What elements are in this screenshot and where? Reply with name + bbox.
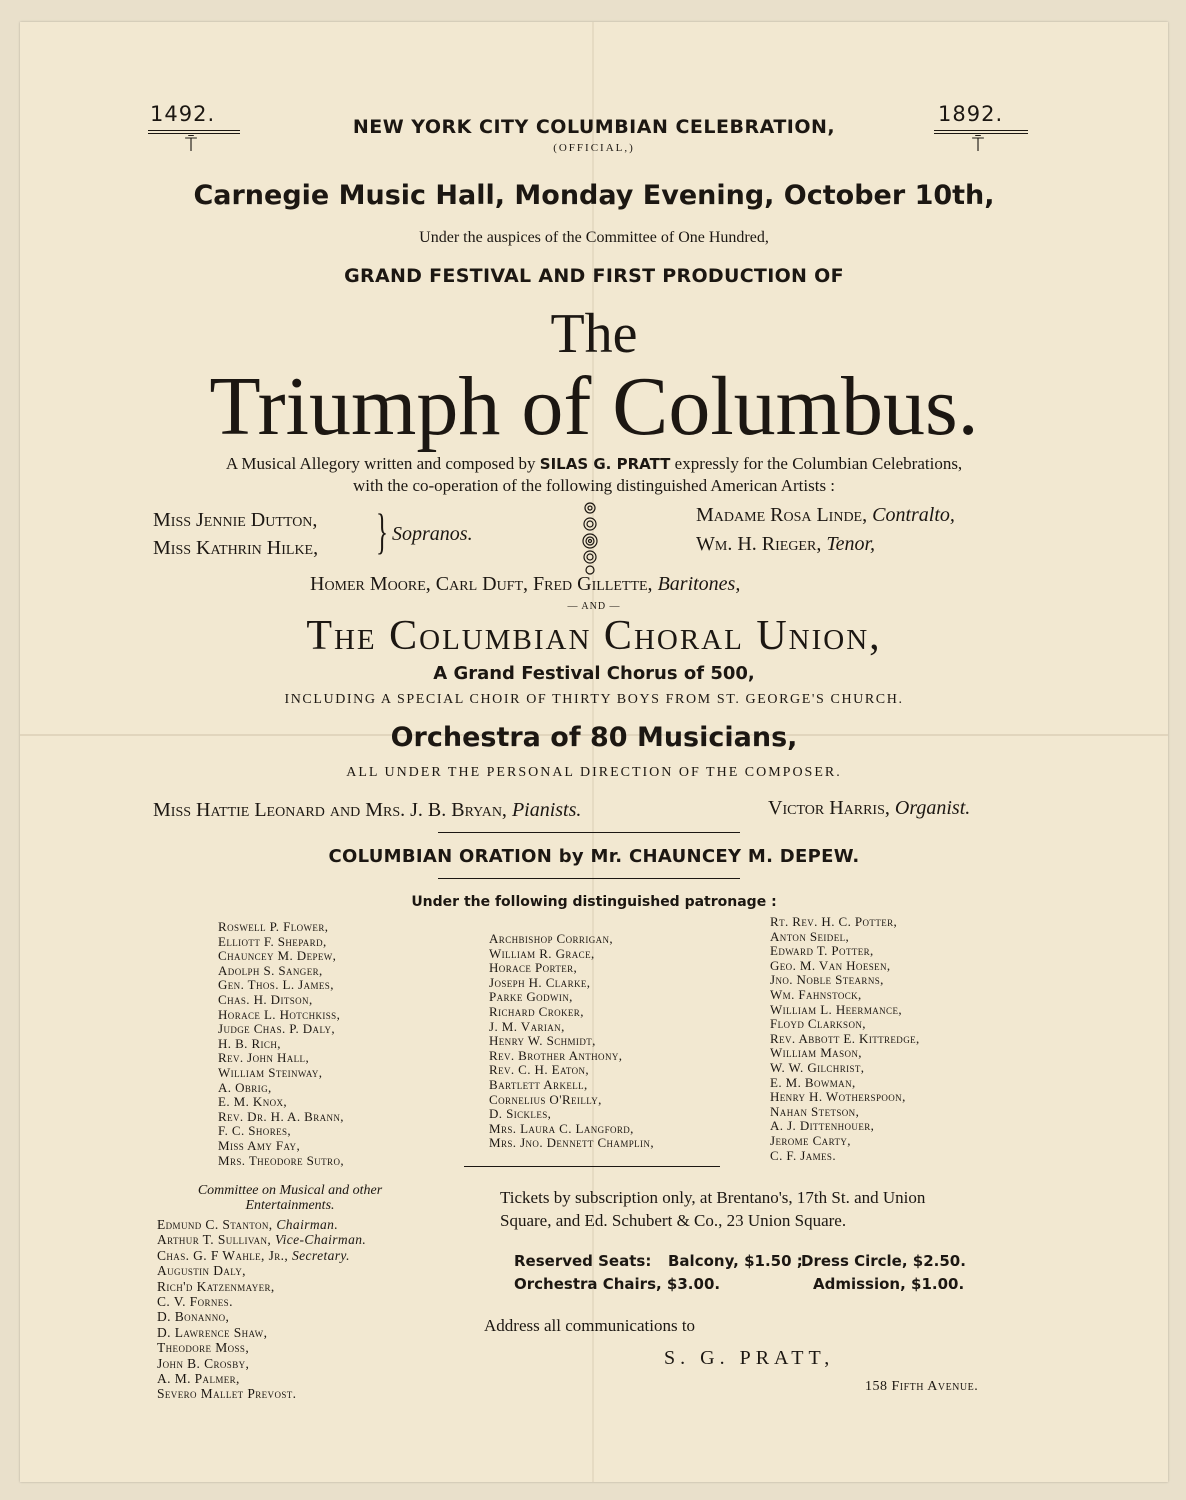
cooperation-line: with the co-operation of the following distinguished American Artists : xyxy=(352,476,836,495)
contralto-role: Contralto, xyxy=(872,504,955,526)
patron-name: Jno. Noble Stearns, xyxy=(770,972,884,988)
patron-name: C. F. James. xyxy=(770,1147,836,1163)
committee-member xyxy=(157,1263,366,1278)
patron-name: Wm. Fahnstock, xyxy=(770,986,862,1002)
tickets-line1: Tickets by subscription only, at Brentano's, 17th St. and Union xyxy=(500,1188,926,1207)
patron-name: William Mason, xyxy=(770,1045,862,1061)
patrons-column-2 xyxy=(489,932,654,1151)
patron-name: Rev. John Hall, xyxy=(218,1050,310,1066)
committee-member-name: Rich'd Katzenmayer, xyxy=(157,1278,275,1294)
patron-name: W. W. Gilchrist, xyxy=(770,1059,865,1075)
patron-name: Henry W. Schmidt, xyxy=(489,1033,596,1049)
boys-choir-line: INCLUDING A SPECIAL CHOIR OF THIRTY BOYS FROM ST. GEORGE'S CHURCH. xyxy=(284,692,904,707)
work-title-main: Triumph of Columbus. xyxy=(209,360,979,453)
patron-name: Mrs. Laura C. Langford, xyxy=(489,1120,634,1136)
chorus-line: A Grand Festival Chorus of 500, xyxy=(433,663,755,684)
orchestra-chairs-price: Orchestra Chairs, $3.00. xyxy=(514,1275,721,1293)
committee-member-role: Secretary. xyxy=(291,1247,350,1263)
patron-name: Gen. Thos. L. James, xyxy=(218,977,334,993)
patron-name: Roswell P. Flower, xyxy=(218,919,329,934)
celebration-title: NEW YORK CITY COLUMBIAN CELEBRATION, xyxy=(352,116,836,138)
patron-name: Rev. Abbott E. Kittredge, xyxy=(770,1030,920,1046)
patron-name: Bartlett Arkell, xyxy=(489,1076,588,1092)
patron-name: William R. Grace, xyxy=(489,945,595,961)
patron-name: Archbishop Corrigan, xyxy=(489,931,614,946)
official-note: (OFFICIAL,) xyxy=(553,142,635,154)
divider-rule xyxy=(464,1166,720,1167)
committee-member-name: Severo Mallet Prevost. xyxy=(157,1386,297,1402)
baritone-role: Baritones, xyxy=(657,573,741,595)
patron-name: Richard Croker, xyxy=(489,1003,584,1019)
committee-heading-line1: Committee on Musical and other xyxy=(197,1183,383,1198)
committee-member-name: Edmund C. Stanton, xyxy=(157,1217,273,1232)
committee-member xyxy=(157,1386,366,1401)
year-left: 1492. xyxy=(150,102,216,126)
baritones-line xyxy=(310,573,740,596)
patron-name: Rev. C. H. Eaton, xyxy=(489,1062,590,1078)
work-title-the: The xyxy=(550,303,638,365)
allegory-post: expressly for the Columbian Celebrations, xyxy=(674,454,963,473)
soprano-role: Sopranos. xyxy=(392,523,473,545)
committee-member-name: Theodore Moss, xyxy=(157,1340,250,1356)
committee-member-name: C. V. Fornes. xyxy=(157,1294,233,1310)
committee-heading xyxy=(155,1183,425,1213)
brace-icon: } xyxy=(376,503,388,559)
patron-name: William Steinway, xyxy=(218,1064,323,1080)
patron-name: Anton Seidel, xyxy=(770,928,850,944)
patron-name: E. M. Knox, xyxy=(218,1094,288,1110)
patron-name: Parke Godwin, xyxy=(489,989,573,1005)
committee-member xyxy=(157,1309,366,1324)
patron-name: Chauncey M. Depew, xyxy=(218,948,337,964)
patron-name: Rt. Rev. H. C. Potter, xyxy=(770,914,898,929)
direction-line: ALL UNDER THE PERSONAL DIRECTION OF THE COMPOSER. xyxy=(346,765,842,780)
choral-union-title: The Columbian Choral Union, xyxy=(306,613,882,659)
patron-name: Rev. Dr. H. A. Brann, xyxy=(218,1108,344,1124)
patrons-column-3 xyxy=(770,915,920,1163)
patron-name: Mrs. Jno. Dennett Champlin, xyxy=(489,1135,654,1151)
committee-members xyxy=(157,1217,366,1402)
patron-name: A. J. Dittenhouer, xyxy=(770,1118,875,1134)
patrons-column-1 xyxy=(218,920,344,1168)
pianist-names: Miss Hattie Leonard and Mrs. J. B. Bryan, xyxy=(153,799,507,821)
committee-member xyxy=(157,1217,366,1232)
committee-member xyxy=(157,1325,366,1340)
reserved-seats-label: Reserved Seats: xyxy=(514,1252,652,1270)
soprano-2: Miss Kathrin Hilke, xyxy=(153,537,319,559)
divider-rule xyxy=(438,878,740,879)
patron-name: Miss Amy Fay, xyxy=(218,1137,301,1153)
committee-member xyxy=(157,1371,366,1386)
tenor-name: Wm. H. Rieger, xyxy=(696,533,822,555)
patron-name: Mrs. Theodore Sutro, xyxy=(218,1152,344,1168)
patron-name: A. Obrig, xyxy=(218,1079,272,1095)
tickets-info xyxy=(500,1186,925,1232)
and-separator: — AND — xyxy=(567,601,621,612)
committee-member-name: Augustin Daly, xyxy=(157,1263,246,1279)
patron-name: Horace L. Hotchkiss, xyxy=(218,1006,341,1022)
balcony-price: Balcony, $1.50 ; xyxy=(668,1252,803,1270)
oration-line: COLUMBIAN ORATION by Mr. CHAUNCEY M. DEPEW. xyxy=(328,846,860,867)
ornament-icon: ⍑ xyxy=(972,132,984,156)
pianists-role: Pianists. xyxy=(511,799,582,821)
committee-member xyxy=(157,1294,366,1309)
patron-name: Nahan Stetson, xyxy=(770,1103,860,1119)
committee-member-name: Arthur T. Sullivan, xyxy=(157,1232,272,1248)
patron-name: Floyd Clarkson, xyxy=(770,1016,866,1032)
tickets-line2: Square, and Ed. Schubert & Co., 23 Union Square. xyxy=(500,1211,847,1230)
committee-member-name: John B. Crosby, xyxy=(157,1355,250,1371)
spiral-ornament-icon xyxy=(580,500,600,576)
committee-member xyxy=(157,1248,366,1263)
committee-heading-line2: Entertainments. xyxy=(245,1198,335,1213)
patron-name: Adolph S. Sanger, xyxy=(218,962,323,978)
festival-line: GRAND FESTIVAL AND FIRST PRODUCTION OF xyxy=(344,265,844,287)
pianists-line xyxy=(153,799,581,822)
committee-member xyxy=(157,1356,366,1371)
composer-name: SILAS G. PRATT xyxy=(539,455,671,473)
patron-name: Cornelius O'Reilly, xyxy=(489,1091,602,1107)
committee-member xyxy=(157,1279,366,1294)
auspices-line: Under the auspices of the Committee of One Hundred, xyxy=(419,229,769,246)
committee-member xyxy=(157,1340,366,1355)
venue-line: Carnegie Music Hall, Monday Evening, October 10th, xyxy=(193,180,995,211)
organist-name: Victor Harris, xyxy=(768,797,890,819)
address-street: 158 Fifth Avenue. xyxy=(865,1379,979,1394)
contralto-line xyxy=(696,504,955,527)
tenor-role: Tenor, xyxy=(826,533,876,555)
committee-member xyxy=(157,1232,366,1247)
divider-rule xyxy=(438,832,740,833)
patron-name: D. Sickles, xyxy=(489,1106,552,1122)
patron-name: Geo. M. Van Hoesen, xyxy=(770,957,891,973)
committee-member-name: D. Lawrence Shaw, xyxy=(157,1324,268,1340)
address-label: Address all communications to xyxy=(484,1316,696,1335)
program-sheet xyxy=(20,22,1168,1482)
organist-role: Organist. xyxy=(894,797,971,819)
patron-name: J. M. Varian, xyxy=(489,1018,565,1034)
patron-name: H. B. Rich, xyxy=(218,1035,281,1051)
patron-name: E. M. Bowman, xyxy=(770,1074,856,1090)
patron-name: F. C. Shores, xyxy=(218,1123,292,1139)
orchestra-line: Orchestra of 80 Musicians, xyxy=(390,722,798,753)
patron-name: Chas. H. Ditson, xyxy=(218,991,313,1007)
allegory-line xyxy=(20,454,1168,474)
baritone-names: Homer Moore, Carl Duft, Fred Gillette, xyxy=(310,573,653,595)
patronage-heading: Under the following distinguished patronage : xyxy=(411,894,777,910)
patron-name: Henry H. Wotherspoon, xyxy=(770,1089,906,1105)
tenor-line xyxy=(696,533,875,556)
committee-member-name: D. Bonanno, xyxy=(157,1309,230,1325)
committee-member-role: Vice-Chairman. xyxy=(274,1232,367,1248)
soprano-1: Miss Jennie Dutton, xyxy=(153,509,318,531)
organist-line xyxy=(768,797,970,820)
contralto-name: Madame Rosa Linde, xyxy=(696,504,868,526)
patron-name: Horace Porter, xyxy=(489,960,578,976)
ornament-icon: ⍑ xyxy=(185,132,197,156)
address-name: S. G. PRATT, xyxy=(664,1347,835,1369)
committee-member-name: Chas. G. F Wahle, Jr., xyxy=(157,1247,289,1263)
admission-price: Admission, $1.00. xyxy=(813,1275,965,1293)
patron-name: Edward T. Potter, xyxy=(770,943,874,959)
allegory-pre: A Musical Allegory written and composed by xyxy=(225,454,536,473)
patron-name: Jerome Carty, xyxy=(770,1132,851,1148)
patron-name: Joseph H. Clarke, xyxy=(489,974,591,990)
committee-member-role: Chairman. xyxy=(276,1217,339,1232)
year-right: 1892. xyxy=(938,102,1004,126)
committee-member-name: A. M. Palmer, xyxy=(157,1371,240,1387)
dress-circle-price: Dress Circle, $2.50. xyxy=(801,1252,966,1270)
patron-name: Elliott F. Shepard, xyxy=(218,933,327,949)
patron-name: William L. Heermance, xyxy=(770,1001,902,1017)
patron-name: Rev. Brother Anthony, xyxy=(489,1047,623,1063)
patron-name: Judge Chas. P. Daly, xyxy=(218,1021,336,1037)
